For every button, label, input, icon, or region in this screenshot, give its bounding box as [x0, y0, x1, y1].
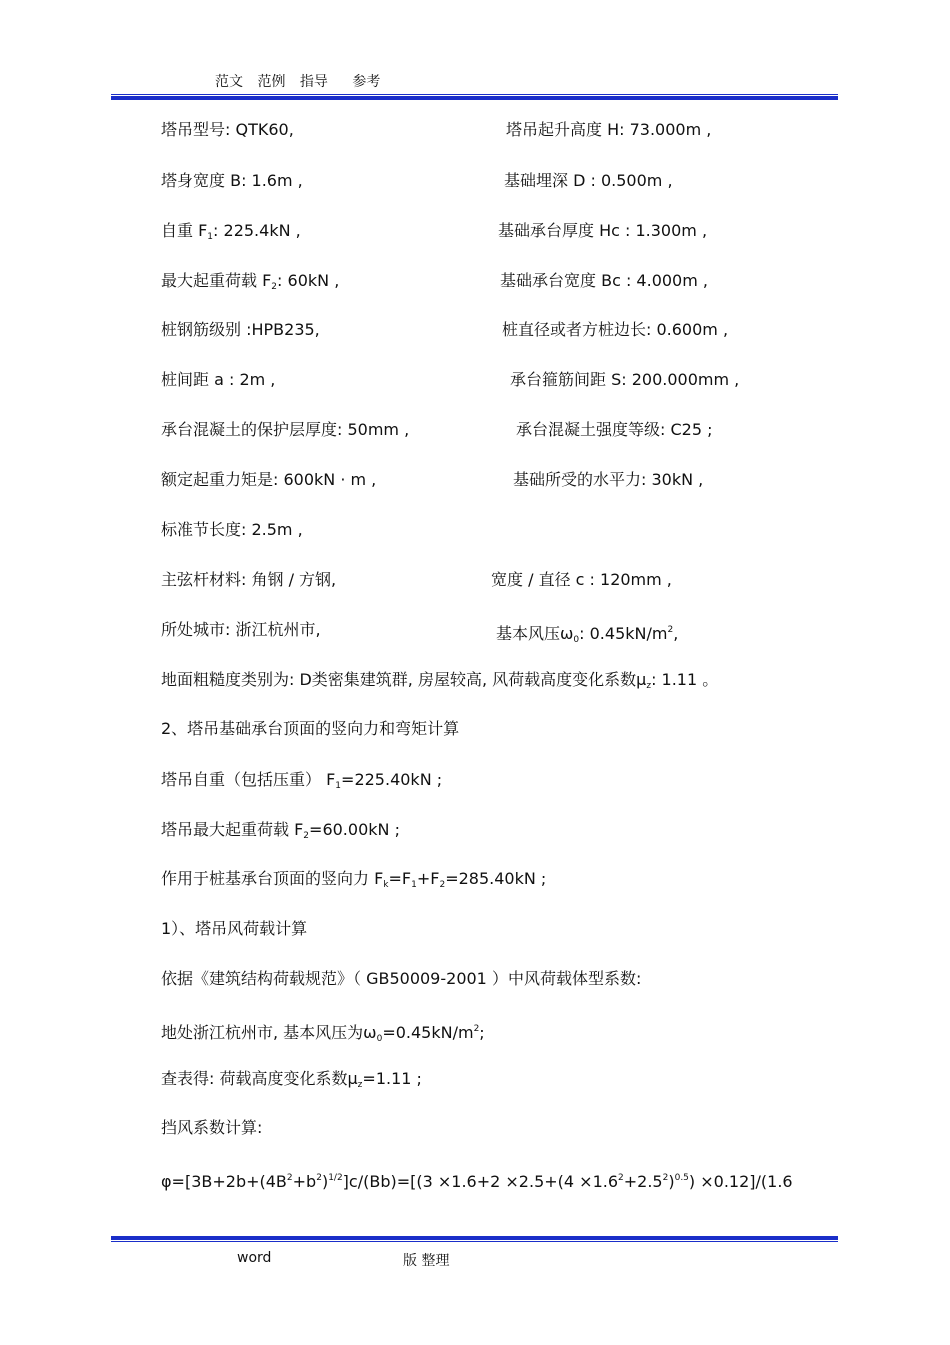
param-right-4: 桩直径或者方桩边长: 0.600m , — [502, 320, 729, 339]
param-left-6: 承台混凝土的保护层厚度: 50mm , — [161, 420, 410, 439]
param-left-3: 最大起重荷载 $F_2$: 60kN , — [161, 271, 340, 292]
param-right-9: 宽度 / 直径 c : 120mm , — [491, 570, 672, 589]
param-left-1: 塔身宽度 B: 1.6m , — [161, 171, 303, 190]
param-left-4: 桩钢筋级别 :HPB235, — [161, 320, 320, 339]
param-right-7: 基础所受的水平力: 30kN , — [513, 470, 704, 489]
param-right-10: 基本风压$\omega_0$: $0.45kN/m^2$, — [496, 624, 679, 645]
param-left-8: 标准节长度: 2.5m , — [161, 520, 303, 539]
wind-basis: 依据《建筑结构荷载规范》（ GB50009-2001 ）中风荷载体型系数: — [161, 969, 642, 988]
wind-pressure: 地处浙江杭州市, 基本风压为$\omega_0=0.45kN/m^2$; — [161, 1023, 485, 1044]
param-left-0: 塔吊型号: QTK60, — [161, 120, 294, 139]
footer-rule — [111, 1236, 838, 1242]
header-word-2: 范例 — [257, 74, 286, 90]
param-left-5: 桩间距 a : 2m , — [161, 370, 276, 389]
param-right-0: 塔吊起升高度 H: 73.000m , — [506, 120, 712, 139]
param-left-10: 所处城市: 浙江杭州市, — [161, 620, 321, 639]
wind-height-coefficient: 查表得: 荷载高度变化系数$\mu_z=1.11$ ; — [161, 1069, 422, 1090]
shield-coefficient-title: 挡风系数计算: — [161, 1118, 263, 1137]
header-rule — [111, 94, 838, 100]
param-left-9: 主弦杆材料: 角钢 / 方钢, — [161, 570, 337, 589]
page-header — [215, 71, 390, 91]
wind-title: 1）、塔吊风荷载计算 — [161, 919, 308, 938]
section-title: 2、塔吊基础承台顶面的竖向力和弯矩计算 — [161, 719, 460, 738]
header-word-4: 参考 — [352, 74, 381, 90]
param-left-7: 额定起重力矩是: 600kN · m , — [161, 470, 377, 489]
header-word-3: 指导 — [299, 74, 328, 90]
param-right-1: 基础埋深 D : 0.500m , — [504, 171, 673, 190]
param-right-6: 承台混凝土强度等级: C25 ; — [516, 420, 713, 439]
param-right-3: 基础承台宽度 Bc : 4.000m , — [500, 271, 708, 290]
calc-self-weight: 塔吊自重（包括压重） $F_1=225.40kN$ ; — [161, 770, 443, 791]
roughness-line: 地面粗糙度类别为: D类密集建筑群, 房屋较高, 风荷载高度变化系数$\mu_z$: 1.11 。 — [161, 670, 719, 691]
calc-max-load: 塔吊最大起重荷载 $F_2=60.00kN$ ; — [161, 820, 400, 841]
footer-right: 版 整理 — [403, 1253, 450, 1269]
calc-vertical-force: 作用于桩基承台顶面的竖向力 $F_k=F_1+F_2=285.40kN$ ; — [161, 869, 547, 890]
param-right-2: 基础承台厚度 Hc : 1.300m , — [498, 221, 708, 240]
footer-left: word — [237, 1250, 272, 1266]
param-right-5: 承台箍筋间距 S: 200.000mm , — [510, 370, 740, 389]
param-left-2: 自重 $F_1$: 225.4kN , — [161, 221, 301, 242]
header-word-1: 范文 — [215, 74, 243, 90]
shield-formula: $\varphi=[3B+2b+(4B^2+b^2)^{1/2}]c/(Bb)=[(3 \times 1.6+2 \times 2.5+(4 \times 1.6^2+2.5^2)^{0.5}) \times 0.12]/(1.6$ — [161, 1172, 793, 1191]
